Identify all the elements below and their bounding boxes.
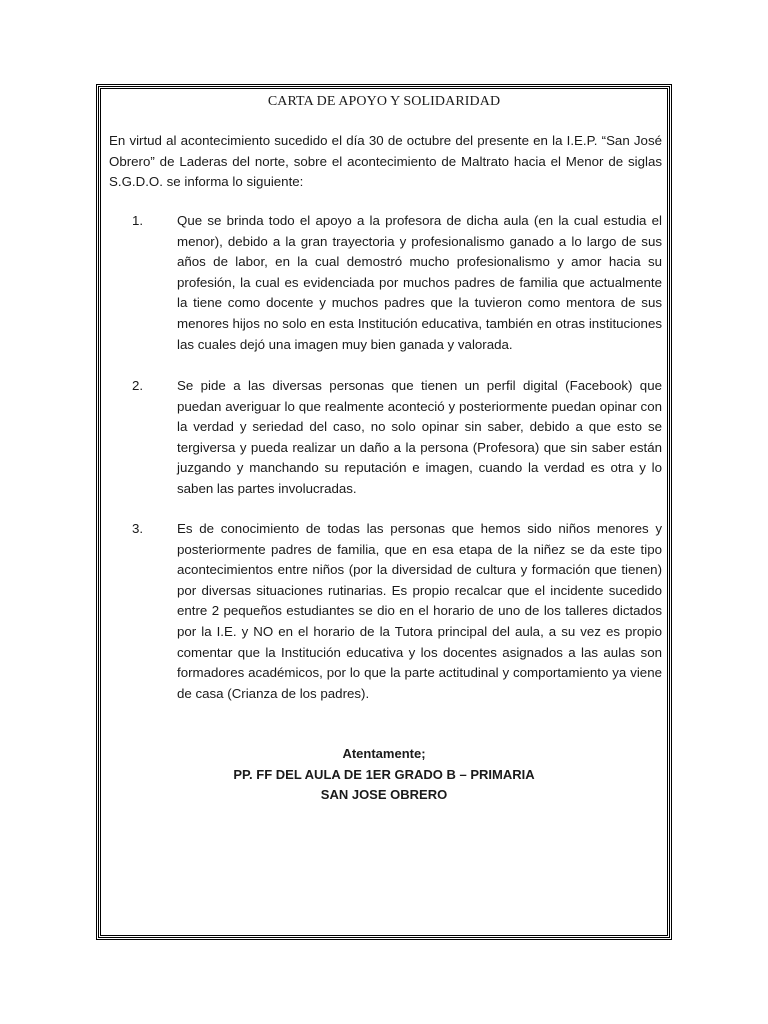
signer-line-1: PP. FF DEL AULA DE 1ER GRADO B – PRIMARIA [233, 766, 535, 782]
document-frame [96, 84, 672, 940]
list-item-text: Que se brinda todo el apoyo a la profesora de dicha aula (en la cual estudia el menor), debido a la gran trayectoria y profesionalismo ganado a lo largo de sus años de labor, en la cual demostró mucho profesionalismo y amor hacia su profesión, la cual es evidenciada por muchos padres de familia que actualmente la tiene como docente y muchos padres que la tuvieron como mentora de sus menores hijos no solo en esta Institución educativa, también en otras instituciones las cuales dejó una imagen muy bien ganada y valorada. [177, 213, 662, 352]
closing-signature-block [99, 744, 669, 806]
signer-line-2: SAN JOSE OBRERO [320, 787, 448, 802]
intro-paragraph: En virtud al acontecimiento sucedido el día 30 de octubre del presente en la I.E.P. “San José Obrero” de Laderas del norte, sobre el acontecimiento de Maltrato hacia el Menor de siglas S.G.D.O. se informa lo siguiente: [109, 133, 662, 190]
document-title: CARTA DE APOYO Y SOLIDARIDAD [267, 94, 501, 109]
list-item-number: 1. [132, 213, 144, 228]
list-item-text: Se pide a las diversas personas que tienen un perfil digital (Facebook) que puedan averiguar lo que realmente aconteció y posteriormente puedan opinar con la verdad y seriedad del caso, no solo opinar sin saber, debido a que esto se tergiversa y pueda realizar un daño a la persona (Profesora) que sin saber están juzgando y manchando su reputación e imagen, cuando la verdad es otra y lo saben las partes involucradas. [177, 378, 662, 496]
closing-salutation: Atentamente; [342, 746, 426, 761]
list-item-number: 3. [132, 521, 144, 536]
list-item-number: 2. [132, 378, 144, 393]
list-item-text: Es de conocimiento de todas las personas que hemos sido niños menores y posteriormente padres de familia, que en esa etapa de la niñez se da este tipo acontecimientos entre niños (por la diversidad de cultura y formación que tienen) por diversas situaciones rutinarias. Es propio recalcar que el incidente sucedido entre 2 pequeños estudiantes se dio en el horario de uno de los talleres dictados por la I.E. y NO en el horario de la Tutora principal del aula, a su vez es propio comentar que la Institución educativa y los docentes asignados a las aulas son formadores académicos, por lo que la parte actitudinal y comportamiento ya viene de casa (Crianza de los padres). [177, 521, 662, 701]
